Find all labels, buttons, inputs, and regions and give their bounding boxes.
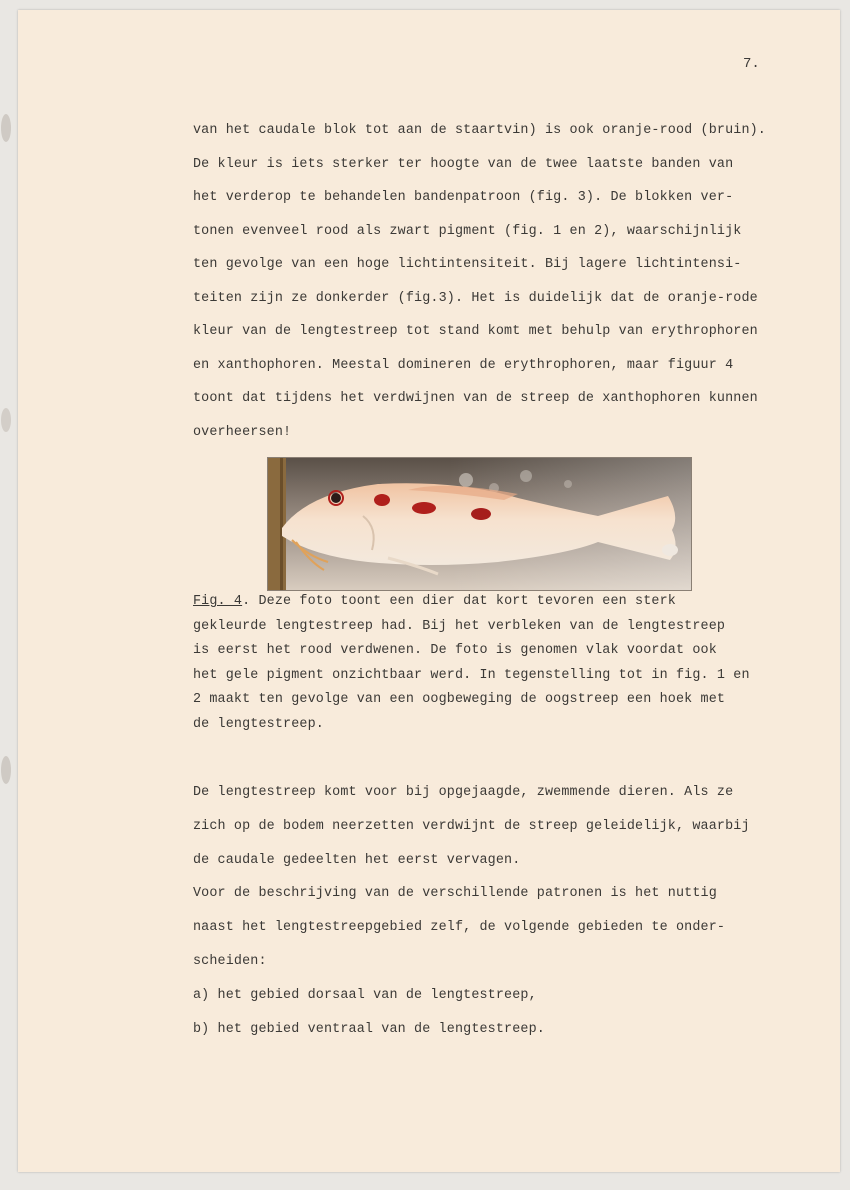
caption-line xyxy=(193,590,833,615)
text-line: zich op de bodem neerzetten verdwijnt de streep geleidelijk, waarbij xyxy=(193,818,750,834)
figure-caption xyxy=(193,590,833,738)
text-line: de caudale gedeelten het eerst vervagen. xyxy=(193,852,521,868)
body-paragraph-2 xyxy=(193,776,833,1046)
text-line: het verderop te behandelen bandenpatroon (fig. 3). De blokken ver- xyxy=(193,190,734,205)
caption-line: is eerst het rood verdwenen. De foto is genomen vlak voordat ook xyxy=(193,643,717,659)
list-item: a) het gebied dorsaal van de lengtestreep, xyxy=(193,987,537,1003)
text-line: teiten zijn ze donkerder (fig.3). Het is duidelijk dat de oranje-rode xyxy=(193,290,758,306)
caption-line: gekleurde lengtestreep had. Bij het verbleken van de lengtestreep xyxy=(193,618,726,634)
scan-edge xyxy=(0,0,18,1185)
text-line: De lengtestreep komt voor bij opgejaagde, zwemmende dieren. Als ze xyxy=(193,785,734,800)
text-line: kleur van de lengtestreep tot stand komt met behulp van erythrophoren xyxy=(193,324,758,339)
text-line: van het caudale blok tot aan de staartvin) is ook oranje-rood (bruin). xyxy=(193,123,766,138)
caption-line: het gele pigment onzichtbaar werd. In tegenstelling tot in fig. 1 en xyxy=(193,667,750,683)
text-line: tonen evenveel rood als zwart pigment (fig. 1 en 2), waarschijnlijk xyxy=(193,223,742,239)
text-line: scheiden: xyxy=(193,953,267,969)
text-line: overheersen! xyxy=(193,424,292,440)
text-line: naast het lengtestreepgebied zelf, de volgende gebieden te onder- xyxy=(193,920,726,936)
page-number: 7. xyxy=(743,56,760,72)
body-paragraph-1 xyxy=(193,114,833,449)
caption-text: . Deze foto toont een dier dat kort tevoren een sterk xyxy=(242,594,676,609)
fish-photo xyxy=(267,457,692,591)
caption-line: 2 maakt ten gevolge van een oogbeweging de oogstreep een hoek met xyxy=(193,692,726,708)
list-item: b) het gebied ventraal van de lengtestreep. xyxy=(193,1021,545,1037)
text-line: De kleur is iets sterker ter hoogte van de twee laatste banden van xyxy=(193,156,734,172)
text-line: toont dat tijdens het verdwijnen van de streep de xanthophoren kunnen xyxy=(193,391,758,406)
text-line: Voor de beschrijving van de verschillende patronen is het nuttig xyxy=(193,886,717,902)
caption-line: de lengtestreep. xyxy=(193,716,324,732)
text-line: en xanthophoren. Meestal domineren de erythrophoren, maar figuur 4 xyxy=(193,357,734,373)
text-line: ten gevolge van een hoge lichtintensiteit. Bij lagere lichtintensi- xyxy=(193,257,742,272)
figure-label: Fig. 4 xyxy=(193,594,243,609)
